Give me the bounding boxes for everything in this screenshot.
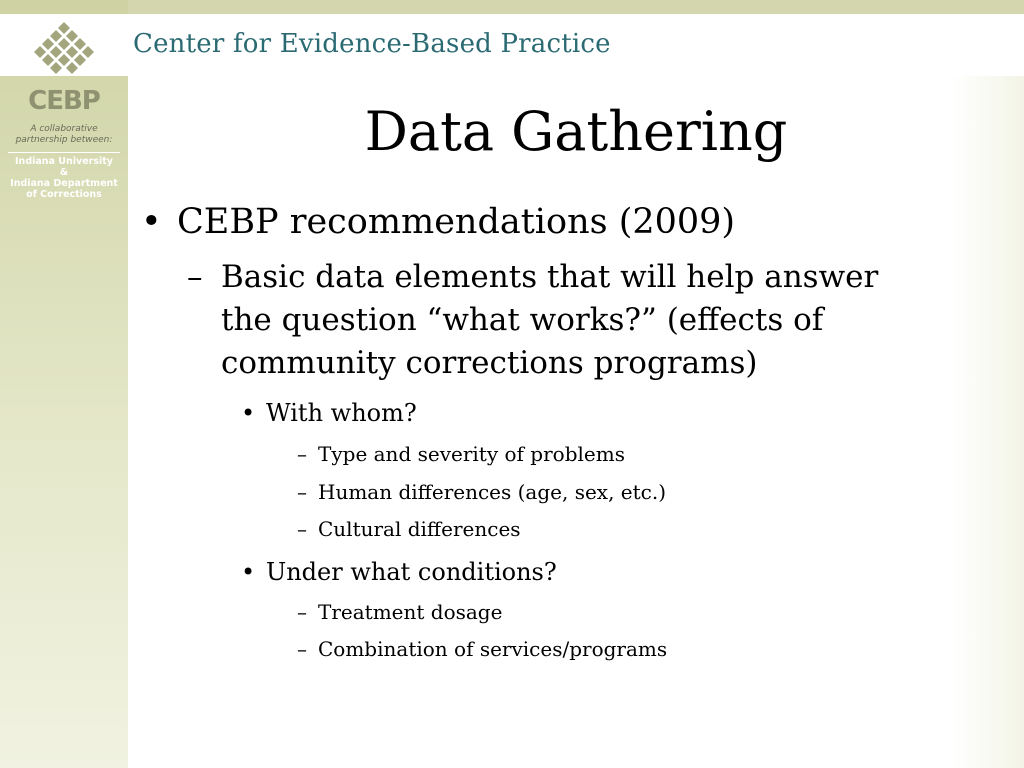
collab-line: A collaborative <box>30 124 98 134</box>
dash-marker: – <box>297 442 307 466</box>
sidebar-divider <box>8 152 120 153</box>
dash-marker: – <box>187 259 203 295</box>
cebp-badge: CEBP <box>28 86 100 116</box>
bullet-level2: Basic data elements that will help answer <box>221 259 879 295</box>
collab-text <box>0 124 128 146</box>
bullet-marker: • <box>241 399 256 427</box>
bullet-marker: • <box>141 202 162 242</box>
dash-marker: – <box>297 637 307 661</box>
top-band <box>128 0 1024 14</box>
bullet-level3: With whom? <box>266 399 417 427</box>
bullet-level3: Under what conditions? <box>266 558 557 586</box>
content-background <box>128 76 1024 768</box>
bullet-level1: CEBP recommendations (2009) <box>177 202 736 242</box>
bullet-level4: Treatment dosage <box>318 600 503 624</box>
bullet-level2-cont: the question “what works?” (effects of <box>221 302 824 338</box>
partner-line: Indiana University <box>15 156 113 167</box>
collab-line: partnership between: <box>15 135 113 145</box>
bullet-level4: Combination of services/programs <box>318 637 668 661</box>
bullet-level4: Human differences (age, sex, etc.) <box>318 480 667 504</box>
bullet-level4: Type and severity of problems <box>318 442 625 466</box>
partner-line: Indiana Department <box>10 178 118 189</box>
bullet-level4: Cultural differences <box>318 517 521 541</box>
partner-line: & <box>59 167 69 178</box>
diamond-lattice-icon <box>34 20 94 74</box>
partner-line: of Corrections <box>26 189 102 200</box>
bullet-level2-cont: community corrections programs) <box>221 345 758 381</box>
org-name: Center for Evidence-Based Practice <box>133 29 611 59</box>
bullet-marker: • <box>241 558 256 586</box>
slide-title: Data Gathering <box>364 100 788 163</box>
partners-text <box>0 156 128 200</box>
dash-marker: – <box>297 480 307 504</box>
dash-marker: – <box>297 517 307 541</box>
dash-marker: – <box>297 600 307 624</box>
